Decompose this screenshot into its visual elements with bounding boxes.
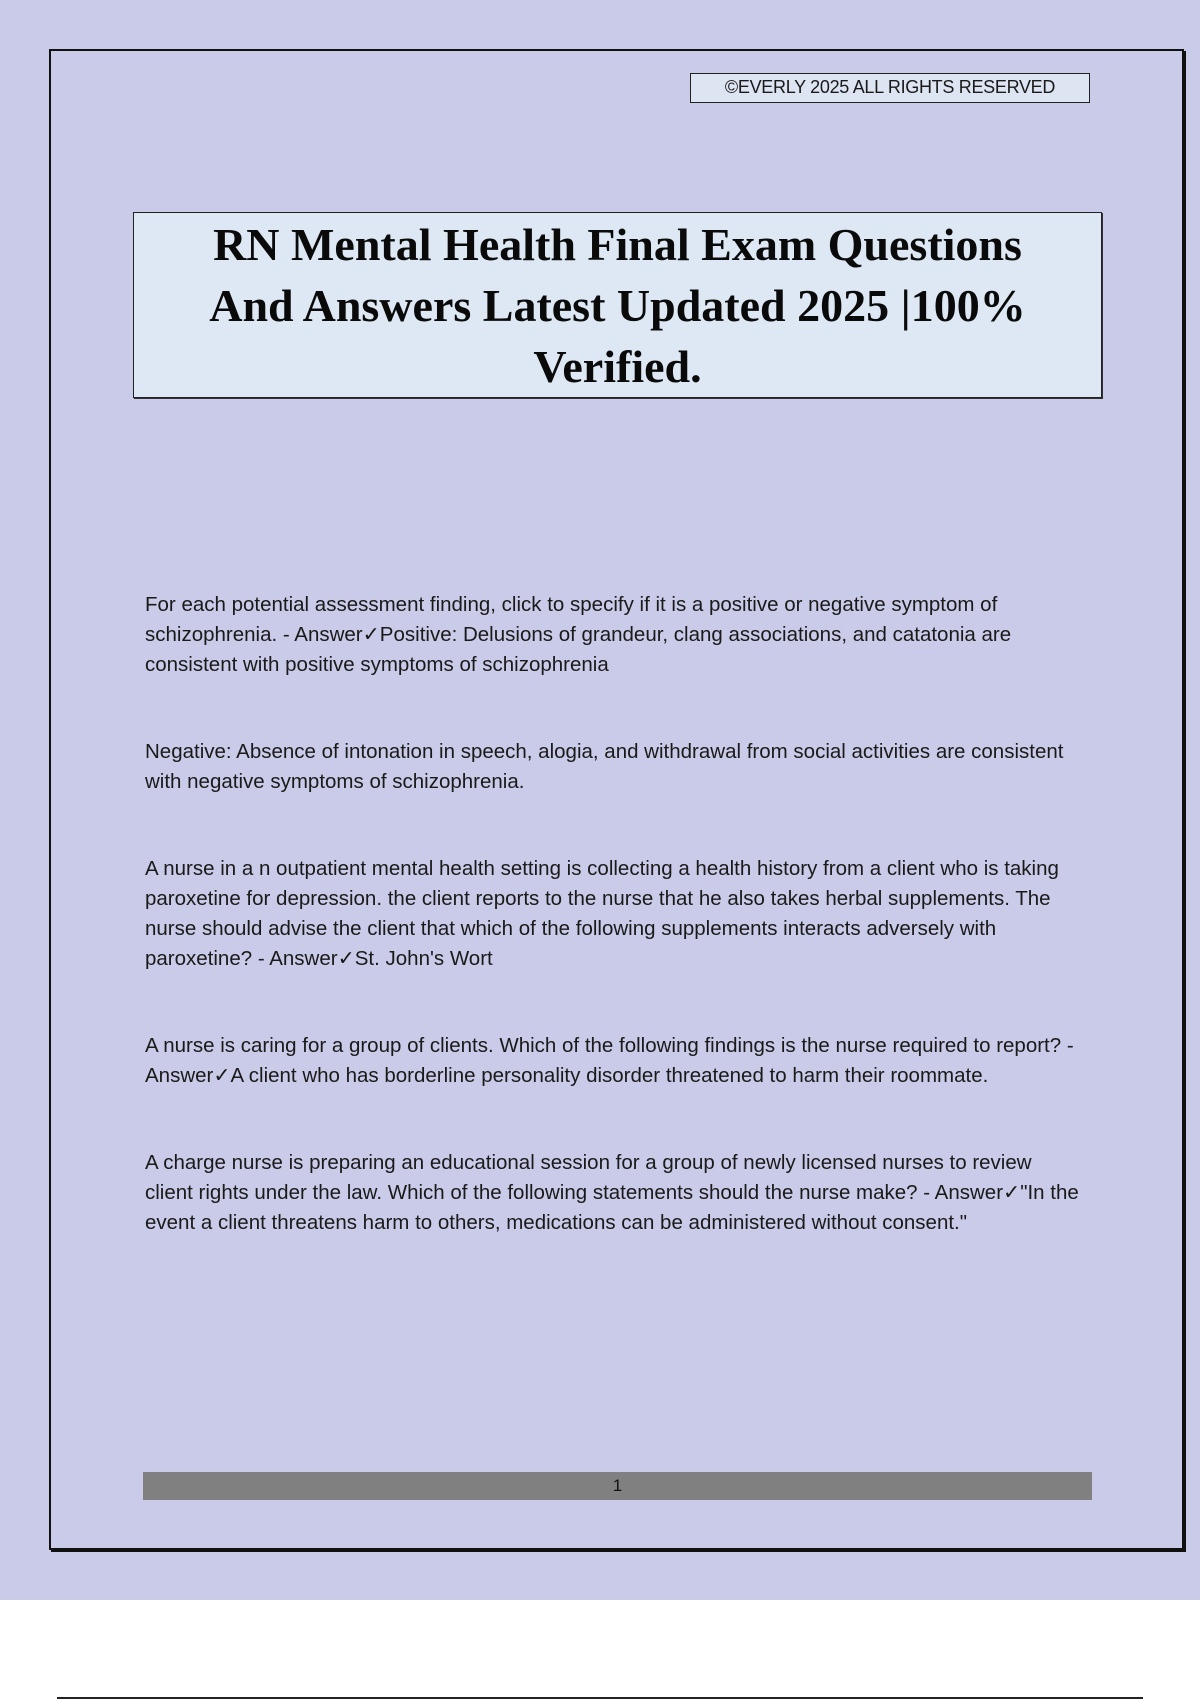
- qa-text: For each potential assessment finding, click to specify if it is a positive or negative symptom of schizophrenia. - Answer✓Positive: Delusions of grandeur, clang associations, and catatonia are consistent with positive symptoms of schizophrenia: [145, 593, 1012, 676]
- qa-item: [145, 737, 1085, 797]
- qa-text: A charge nurse is preparing an educational session for a group of newly licensed nurses to review client rights under the law. Which of the following statements should the nurse make? - Answer✓"In the event a client threatens harm to others, medications can be administered without consent.": [145, 1151, 1079, 1234]
- qa-item: [145, 854, 1085, 974]
- title-line: And Answers Latest Updated 2025 |100%: [209, 279, 1026, 331]
- qa-text: A nurse in a n outpatient mental health setting is collecting a health history from a client who is taking paroxetine for depression. the client reports to the nurse that he also takes herbal supplements. The nurse should advise the client that which of the following supplements interacts adversely with paroxetine? - Answer✓St. John's Wort: [145, 857, 1059, 970]
- qa-item: [145, 590, 1085, 680]
- page-number: 1: [612, 1476, 623, 1495]
- page-footer-bar: [143, 1472, 1092, 1500]
- qa-content: [145, 590, 1085, 1295]
- copyright-notice: ©EVERLY 2025 ALL RIGHTS RESERVED: [690, 73, 1090, 103]
- qa-text: Negative: Absence of intonation in speech, alogia, and withdrawal from social activities are consistent with negative symptoms of schizophrenia.: [145, 740, 1064, 793]
- document-title: [168, 214, 1068, 397]
- title-line: RN Mental Health Final Exam Questions: [213, 218, 1022, 270]
- title-box: [133, 212, 1102, 398]
- title-line: Verified.: [533, 340, 702, 392]
- qa-text: A nurse is caring for a group of clients. Which of the following findings is the nurse required to report? - Answer✓A client who has borderline personality disorder threatened to harm their roommate.: [145, 1034, 1074, 1087]
- qa-item: [145, 1031, 1085, 1091]
- qa-item: [145, 1148, 1085, 1238]
- next-page-divider: [57, 1697, 1143, 1699]
